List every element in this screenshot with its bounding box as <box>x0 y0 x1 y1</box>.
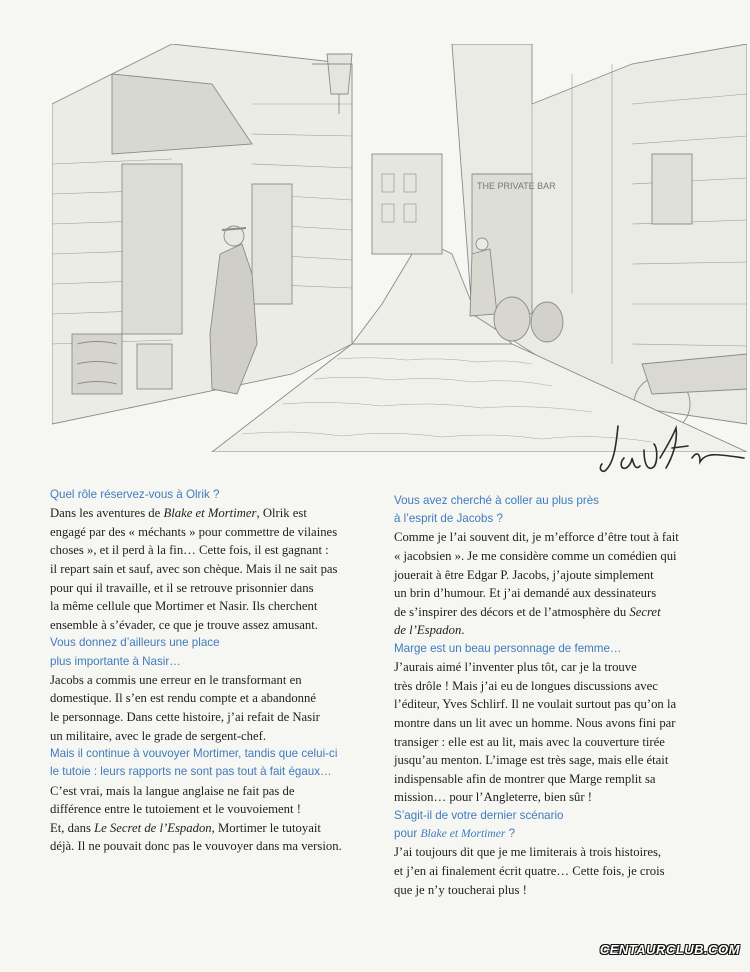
text-line: un brin d’humour. Et j’ai demandé aux dessinateurs <box>394 586 657 601</box>
right-column <box>394 492 718 899</box>
question <box>50 634 370 670</box>
text-line: Dans les aventures de Blake et Mortimer, Olrik est <box>50 506 307 521</box>
text-line: ensemble à s’évader, ce que je trouve assez amusant. <box>50 617 318 632</box>
answer <box>394 843 718 899</box>
text-line: le personnage. Dans cette histoire, j’ai refait de Nasir <box>50 709 320 724</box>
text-line: engagé par des « méchants » pour commettre de vilaines <box>50 524 338 539</box>
text-line: déjà. Il ne pouvait donc pas le vouvoyer dans ma version. <box>50 839 342 854</box>
text-line: de s’inspirer des décors et de l’atmosphère du Secret <box>394 604 661 619</box>
text-line: le tutoie : leurs rapports ne sont pas tout à fait égaux… <box>50 765 332 779</box>
artist-signature <box>596 418 746 488</box>
text-line: que je n’y toucherai plus ! <box>394 882 527 897</box>
text-line: pour qui il travaille, et il se retrouve prisonnier dans <box>50 580 314 595</box>
text-line: à l’esprit de Jacobs ? <box>394 512 503 526</box>
text-line: Mais il continue à vouvoyer Mortimer, tandis que celui-ci <box>50 747 338 761</box>
text-line: Comme je l’ai souvent dit, je m’efforce d’être tout à fait <box>394 530 679 545</box>
text-line: « jacobsien ». Je me considère comme un comédien qui <box>394 549 677 563</box>
illustration-alley-sketch <box>52 44 747 452</box>
text-line: Et, dans Le Secret de l’Espadon, Mortimer le tutoyait <box>50 820 321 835</box>
shop-sign: THE PRIVATE BAR <box>477 181 556 191</box>
text-line: Vous avez cherché à coller au plus près <box>394 494 599 507</box>
question <box>394 807 718 843</box>
text-line: un militaire, avec le grade de sergent-chef. <box>50 728 267 743</box>
text-line: la même cellule que Mortimer et Nasir. Ils cherchent <box>50 599 318 614</box>
text-line: très drôle ! Mais j’ai eu de longues discussions avec <box>394 678 658 693</box>
question <box>394 492 718 528</box>
text-line: indispensable afin de montrer que Marge remplit sa <box>394 771 656 786</box>
text-line: J’aurais aimé l’inventer plus tôt, car je la trouve <box>394 660 637 675</box>
text-line: Vous donnez d’ailleurs une place <box>50 636 220 650</box>
text-line: mission… pour l’Angleterre, bien sûr ! <box>394 790 593 805</box>
left-column <box>50 486 370 856</box>
text-line: jusqu’au menton. L’image est très sage, mais elle était <box>394 753 669 768</box>
answer <box>50 782 370 856</box>
question <box>50 745 370 781</box>
watermark: CENTAURCLUB.COM <box>599 942 740 957</box>
text-line: l’éditeur, Yves Schlirf. Il ne voulait surtout pas qu’on la <box>394 697 677 712</box>
text-line: S’agit-il de votre dernier scénario <box>394 808 564 822</box>
text-line: il repart sain et sauf, avec son chèque. Mais il ne sait pas <box>50 561 338 576</box>
text-line: J’ai toujours dit que je me limiterais à trois histoires, <box>394 845 662 860</box>
text-line: pour Blake et Mortimer ? <box>394 827 516 841</box>
question <box>394 640 718 658</box>
text-line: plus importante à Nasir… <box>50 654 181 668</box>
text-line: jouerait à être Edgar P. Jacobs, j’ajoute simplement <box>394 567 654 582</box>
text-line: montre dans un lit avec un homme. Nous avons fini par <box>394 715 676 730</box>
answer <box>50 671 370 745</box>
answer <box>394 528 718 640</box>
question <box>50 486 370 504</box>
text-line: Jacobs a commis une erreur en le transformant en <box>50 672 302 687</box>
answer <box>394 658 718 807</box>
text-line: choses », et il perd à la fin… Cette fois, il est gagnant : <box>50 543 329 558</box>
answer <box>50 504 370 634</box>
text-line: de l’Espadon. <box>394 623 465 638</box>
text-line: domestique. Il s’en est rendu compte et a abandonné <box>50 691 316 706</box>
text-line: Marge est un beau personnage de femme… <box>394 641 622 655</box>
text-line: et j’en ai finalement écrit quatre… Cette fois, je crois <box>394 863 665 878</box>
text-line: différence entre le tutoiement et le vouvoiement ! <box>50 802 301 817</box>
text-line: Quel rôle réservez-vous à Olrik ? <box>50 488 220 501</box>
text-line: C’est vrai, mais la langue anglaise ne fait pas de <box>50 783 295 798</box>
text-line: transiger : elle est au lit, mais avec la couverture tirée <box>394 734 665 749</box>
